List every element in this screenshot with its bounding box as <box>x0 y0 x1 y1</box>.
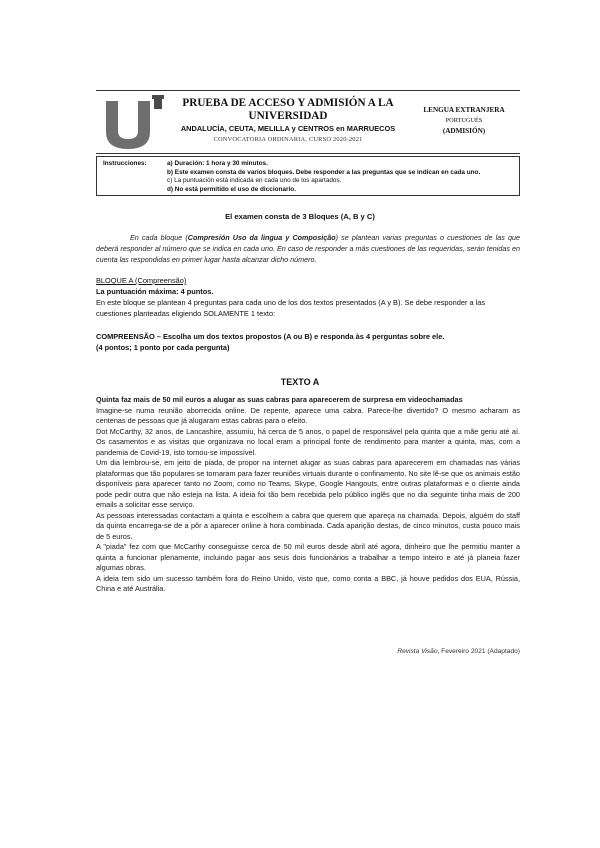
intro-text-2: ) se plantean varias preguntas o cuestiones de las que deberá responder al número que se indica en cada uno. En caso de responder a más cuestiones de las requeridas, serán tenidas en cuenta las respondidas en primer lugar hasta alcanzar dicho número. <box>96 233 520 264</box>
instructions-label: Instrucciones: <box>103 160 147 167</box>
exam-summary: El examen consta de 3 Bloques (A, B y C) <box>225 212 375 221</box>
instruction-item: b) Este examen consta de varios bloques. Debe responder a las preguntas que se indican en cada uno. <box>167 168 481 176</box>
bloque-title: BLOQUE A (Compreensão) <box>96 276 187 285</box>
intro-paragraph <box>96 232 520 265</box>
exam-region: ANDALUCÍA, CEUTA, MELILLA y CENTROS en MARRUECOS <box>180 124 396 133</box>
comprehension-instructions <box>96 331 520 353</box>
instructions-box <box>96 156 520 196</box>
comprehension-line-2: (4 pontos; 1 ponto por cada pergunta) <box>96 343 230 352</box>
exam-subject <box>408 105 520 137</box>
source-rest: , Fevereiro 2021 (Adaptado) <box>437 648 520 655</box>
exam-convocatoria: CONVOCATORIA ORDINARIA, CURSO 2020-2021 <box>213 136 363 143</box>
article-paragraph: A ideia tem sido um sucesso também fora do Reino Unido, visto que, como conta a BBC, já houve pedidos dos EUA, Rússia, China e até Austrália. <box>96 573 520 593</box>
intro-text-1: En cada bloque ( <box>130 233 188 242</box>
article-paragraph: Dot McCarthy, 32 anos, de Lancashire, assumiu, há cerca de 5 anos, o papel de responsável pela quinta que a mãe geriu até aí. Os casamentos e as visitas que organizava no local eram a principal fonte de rendimento para manter a quinta, mas, com a pandemia de Covid-19, isto tornou-se impossível. <box>96 426 520 457</box>
instruction-item: d) No está permitido el uso de diccionario. <box>167 185 296 193</box>
article-paragraph: A "piada" fez com que McCarthy conseguisse cerca de 50 mil euros desde abril até agora, dinheiro que lhe permitiu manter a quinta a funcionar plenamente, incluindo pagar aos seus dois funcionários a trabalhar a tempo inteiro e até já planeia fazer algumas obras. <box>96 542 520 572</box>
comprehension-line-1: COMPREENSÃO – Escolha um dos textos propostos (A ou B) e responda às 4 perguntas sobre ele. <box>96 332 445 341</box>
instruction-item: c) La puntuación está indicada en cada uno de los apartados. <box>167 177 342 185</box>
article-paragraph: Imagine-se numa reunião aborrecida online. De repente, aparece uma cabra. Parece-lhe divertido? O mesmo acharam as centenas de pessoas que já alugaram estas cabras para o efeito. <box>96 405 520 425</box>
bloque-text: En este bloque se plantean 4 preguntas para cada uno de los dos textos presentados (A y B). Se debe responder a las cuestiones planteadas eligiendo SOLAMENTE 1 texto: <box>96 298 486 318</box>
article <box>96 395 520 595</box>
bloque-points: La puntuación máxima: 4 puntos. <box>96 287 214 296</box>
article-source <box>300 648 520 655</box>
article-paragraph: As pessoas interessadas contactam a quinta e escolhem a cabra que querem que apareça na chamada. Depois, alguém do staff da quinta encarrega-se de a pôr a aparecer online à hora combinada. Cada aparição destas, de cinco minutos, custa pouco mais de 5 euros. <box>96 510 520 541</box>
source-name: Revista Visão <box>397 648 438 655</box>
intro-bold: Compresión Uso da lingua y Composição <box>187 233 336 242</box>
bloque-a <box>96 275 520 319</box>
instructions-list <box>167 160 517 194</box>
subject-line-2: PORTUGUÉS <box>445 116 483 124</box>
instruction-item: a) Duración: 1 hora y 30 minutos. <box>167 160 268 167</box>
texto-a-title: TEXTO A <box>280 377 320 387</box>
article-paragraph: Um dia lembrou-se, em jeito de piada, de propor na internet alugar as suas cabras para aparecerem em chamadas nas várias plataformas que tão populares se tornaram para fazer reuniões virtuais durante o confinamento. No site lê-se que os animais estão disponíveis para aparecer tanto no Zoom, como no Teams, Skype, Google Hangouts, entre outras plataformas e o cliente ainda pode pedir outra que não esteja na lista. A ideia foi tão bem recebida pelo público inglês que no dia seguinte tinha mais de 200 emails a solicitar esse serviço. <box>96 458 520 509</box>
university-logo-icon <box>102 95 168 149</box>
exam-header <box>96 90 520 154</box>
exam-title: PRUEBA DE ACCESO Y ADMISIÓN A LA UNIVERSIDAD <box>182 97 394 122</box>
article-headline: Quinta faz mais de 50 mil euros a alugar as suas cabras para aparecerem de surpresa em videochamadas <box>96 395 463 404</box>
subject-line-3: (ADMISIÓN) <box>442 127 486 135</box>
subject-line-1: LENGUA EXTRANJERA <box>423 106 505 114</box>
